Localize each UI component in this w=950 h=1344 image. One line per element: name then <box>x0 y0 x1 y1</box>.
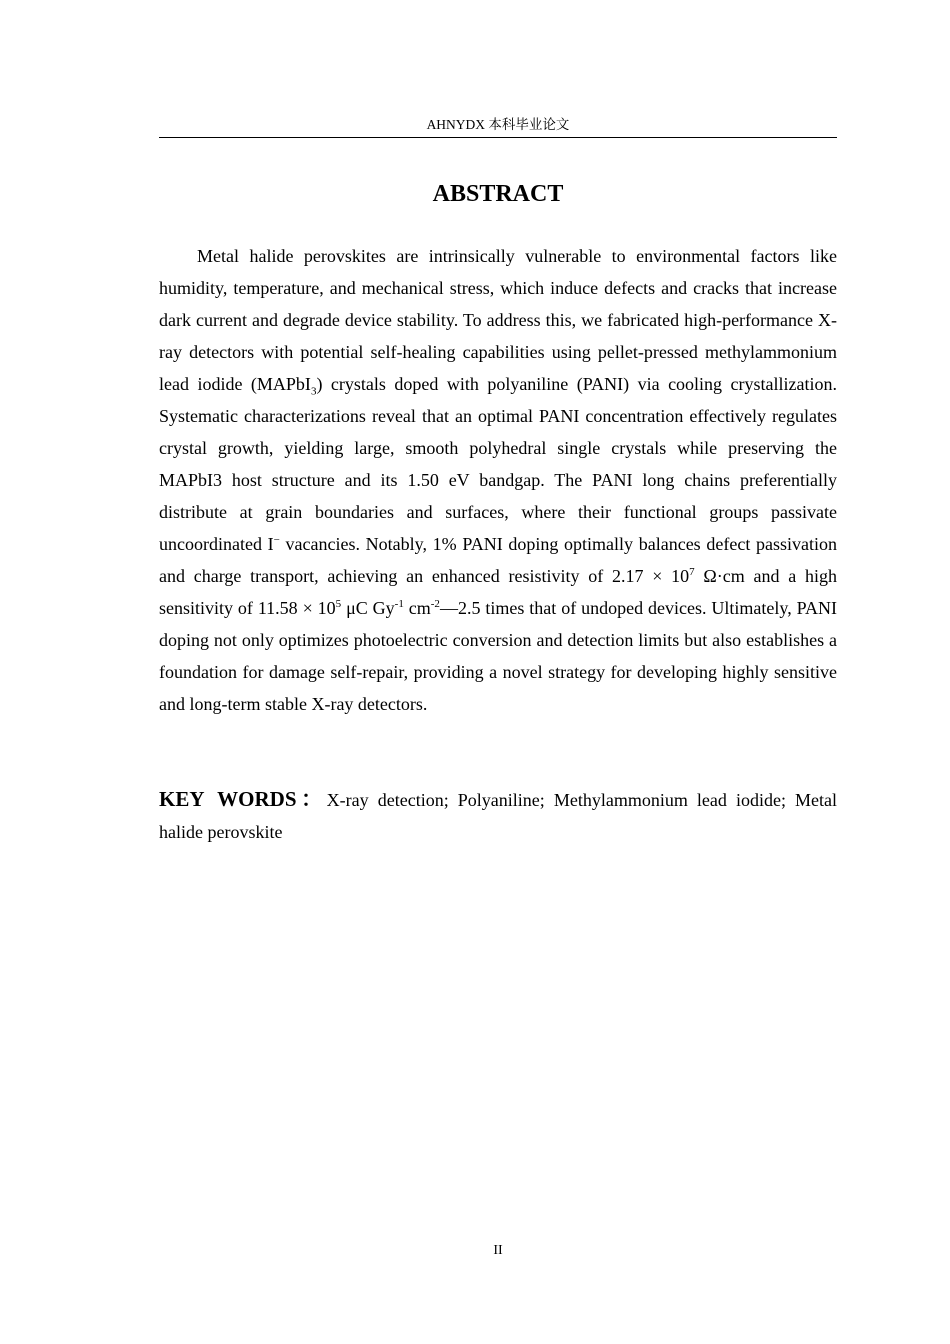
header-rule <box>159 137 837 138</box>
abstract-text-5: μC Gy <box>341 598 395 618</box>
abstract-superscript-5: 5 <box>335 598 342 610</box>
abstract-superscript-minus: − <box>273 534 280 546</box>
abstract-superscript-gy: -1 <box>394 598 404 610</box>
abstract-text-6: cm <box>403 598 431 618</box>
running-header: AHNYDX 本科毕业论文 <box>426 117 570 132</box>
keywords-text: X-ray detection; Polyaniline; Methylammonium lead iodide; Metal halide perovskite <box>159 790 837 842</box>
abstract-text-2: ) crystals doped with polyaniline (PANI) via cooling crystallization. Systematic characterizations reveal that an optimal PANI concentration effectively regulates crystal growth, yielding large, smooth polyhedral single crystals while preserving the MAPbI3 host structure and its 1.50 eV bandgap. The PANI long chains preferentially distribute at grain boundaries and surfaces, where their functional groups passivate uncoordinated I <box>159 374 837 554</box>
abstract-text-1: Metal halide perovskites are intrinsically vulnerable to environmental factors like humidity, temperature, and mechanical stress, which induce defects and cracks that increase dark current and degrade device stability. To address this, we fabricated high-performance X-ray detectors with potential self-healing capabilities using pellet-pressed methylammonium lead iodide (MAPbI <box>159 246 837 394</box>
abstract-text-4: Ω·cm and a high sensitivity of 11.58 × 10 <box>159 566 838 618</box>
abstract-title: ABSTRACT <box>432 181 564 207</box>
abstract-subscript-3: 3 <box>310 385 317 398</box>
abstract-text-3: vacancies. Notably, 1% PANI doping optimally balances defect passivation and charge transport, achieving an enhanced resistivity of 2.17 × 10 <box>159 534 837 586</box>
abstract-superscript-cm: -2 <box>430 598 440 610</box>
abstract-text-7: —2.5 times that of undoped devices. Ultimately, PANI doping not only optimizes photoelectric conversion and detection limits but also establishes a foundation for damage self-repair, providing a novel strategy for developing highly sensitive and long-term stable X-ray detectors. <box>159 598 837 714</box>
abstract-body <box>159 240 837 720</box>
abstract-superscript-7: 7 <box>689 566 695 578</box>
page-number: II <box>493 1243 503 1258</box>
keywords-paragraph <box>159 783 837 848</box>
keywords-label: KEY WORDS： <box>159 787 327 811</box>
